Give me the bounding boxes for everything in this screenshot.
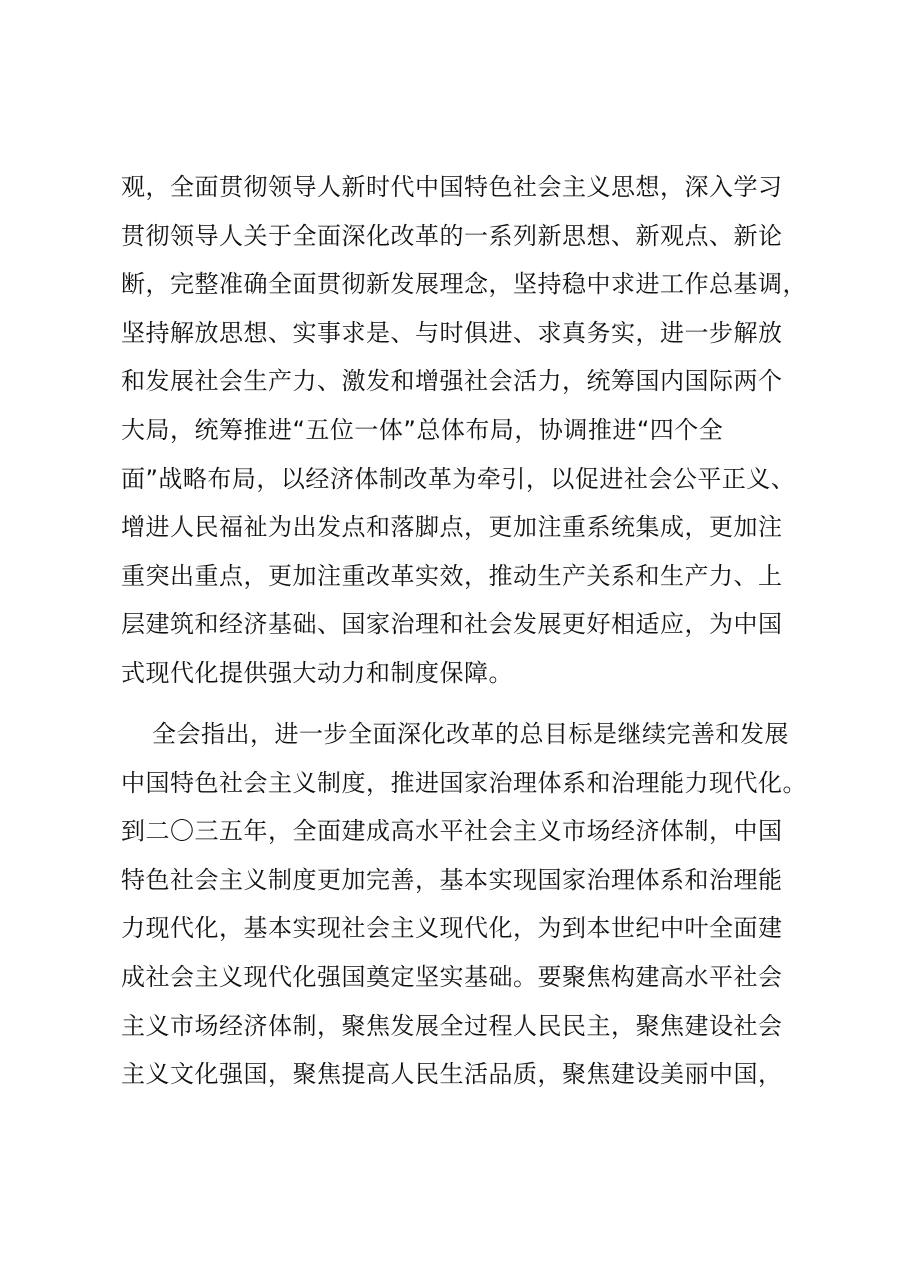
paragraph-line: 特色社会主义制度更加完善，基本实现国家治理体系和治理能	[121, 865, 783, 894]
paragraph-1	[121, 163, 821, 698]
paragraph-line: 力现代化，基本实现社会主义现代化，为到本世纪中叶全面建	[121, 914, 783, 943]
paragraph-line: 断，完整准确全面贯彻新发展理念，坚持稳中求进工作总基调，	[121, 270, 807, 299]
paragraph-line: 坚持解放思想、实事求是、与时俱进、求真务实，进一步解放	[121, 318, 783, 347]
paragraph-line: 和发展社会生产力、激发和增强社会活力，统筹国内国际两个	[121, 367, 783, 396]
paragraph-line: 面”战略布局，以经济体制改革为牵引，以促进社会公平正义、	[121, 464, 796, 493]
paragraph-line: 观，全面贯彻领导人新时代中国特色社会主义思想，深入学习	[121, 173, 783, 201]
paragraph-line: 主义文化强国，聚焦提高人民生活品质，聚焦建设美丽中国，	[121, 1060, 783, 1089]
paragraph-line: 增进人民福祉为出发点和落脚点，更加注重系统集成，更加注	[121, 513, 783, 542]
paragraph-line: 到二〇三五年，全面建成高水平社会主义市场经济体制，中国	[121, 817, 783, 846]
paragraph-line: 成社会主义现代化强国奠定坚实基础。要聚焦构建高水平社会	[121, 962, 783, 991]
paragraph-line: 层建筑和经济基础、国家治理和社会发展更好相适应，为中国	[121, 610, 783, 639]
paragraph-2	[121, 710, 821, 1099]
paragraph-line: 主义市场经济体制，聚焦发展全过程人民民主，聚焦建设社会	[121, 1011, 783, 1040]
paragraph-line: 贯彻领导人关于全面深化改革的一系列新思想、新观点、新论	[121, 221, 783, 250]
paragraph-line: 中国特色社会主义制度，推进国家治理体系和治理能力现代化。	[121, 768, 807, 797]
paragraph-line: 重突出重点，更加注重改革实效，推动生产关系和生产力、上	[121, 561, 783, 590]
paragraph-first-line: 全会指出，进一步全面深化改革的总目标是继续完善和发展	[152, 720, 789, 748]
paragraph-line: 大局，统筹推进“五位一体”总体布局，协调推进“四个全	[121, 415, 724, 444]
paragraph-line: 式现代化提供强大动力和制度保障。	[121, 658, 513, 687]
